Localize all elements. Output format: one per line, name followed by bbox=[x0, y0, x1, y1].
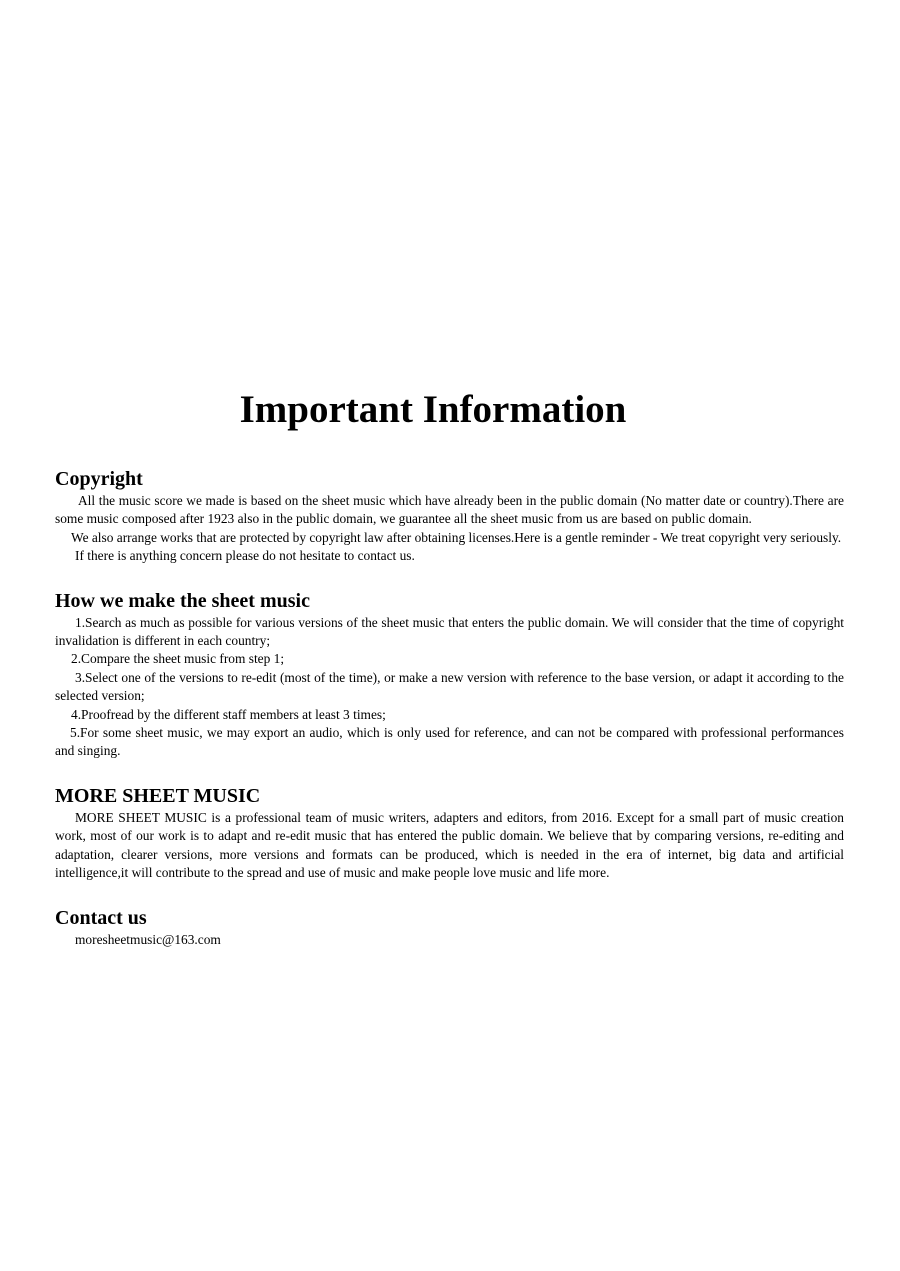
document-body bbox=[55, 466, 844, 971]
copyright-paragraph: We also arrange works that are protected by copyright law after obtaining licenses.Here is a gentle reminder - We treat copyright very seriously. bbox=[71, 529, 842, 545]
how-we-make-section bbox=[55, 588, 844, 761]
about-paragraph: MORE SHEET MUSIC is a professional team of music writers, adapters and editors, from 2016. Except for a small part of music creation work, most of our work is to adapt and re-edit music that has entered the public domain. We believe that by comparing versions, re-editing and adaptation, clearer versions, more versions and formats can be produced, which is needed in the era of internet, big data and artificial intelligence,it will contribute to the spread and use of music and make people love music and life more. bbox=[55, 809, 844, 881]
copyright-section bbox=[55, 466, 844, 566]
page-title: Important Information bbox=[239, 388, 627, 431]
step-paragraph: 3.Select one of the versions to re-edit (most of the time), or make a new version with reference to the base version, or adapt it according to the selected version; bbox=[55, 669, 844, 704]
step-paragraph: 1.Search as much as possible for various versions of the sheet music that enters the public domain. We will consider that the time of copyright invalidation is different in each country; bbox=[55, 614, 844, 649]
contact-section bbox=[55, 905, 844, 949]
copyright-paragraph: If there is anything concern please do not hesitate to contact us. bbox=[75, 548, 415, 564]
contact-heading: Contact us bbox=[55, 906, 147, 929]
how-we-make-heading: How we make the sheet music bbox=[55, 589, 310, 612]
step-paragraph: 5.For some sheet music, we may export an audio, which is only used for reference, and can not be compared with professional performances and singing. bbox=[55, 725, 844, 759]
step-paragraph: 2.Compare the sheet music from step 1; bbox=[71, 651, 285, 667]
more-sheet-music-section bbox=[55, 783, 844, 883]
step-paragraph: 4.Proofread by the different staff members at least 3 times; bbox=[71, 706, 386, 722]
copyright-paragraph: All the music score we made is based on the sheet music which have already been in the public domain (No matter date or country).There are some music composed after 1923 also in the public domain, we guarantee all the sheet music from us are based on public domain. bbox=[55, 493, 844, 527]
copyright-heading: Copyright bbox=[55, 468, 143, 490]
more-sheet-music-heading: MORE SHEET MUSIC bbox=[55, 784, 261, 807]
contact-email: moresheetmusic@163.com bbox=[75, 931, 221, 947]
